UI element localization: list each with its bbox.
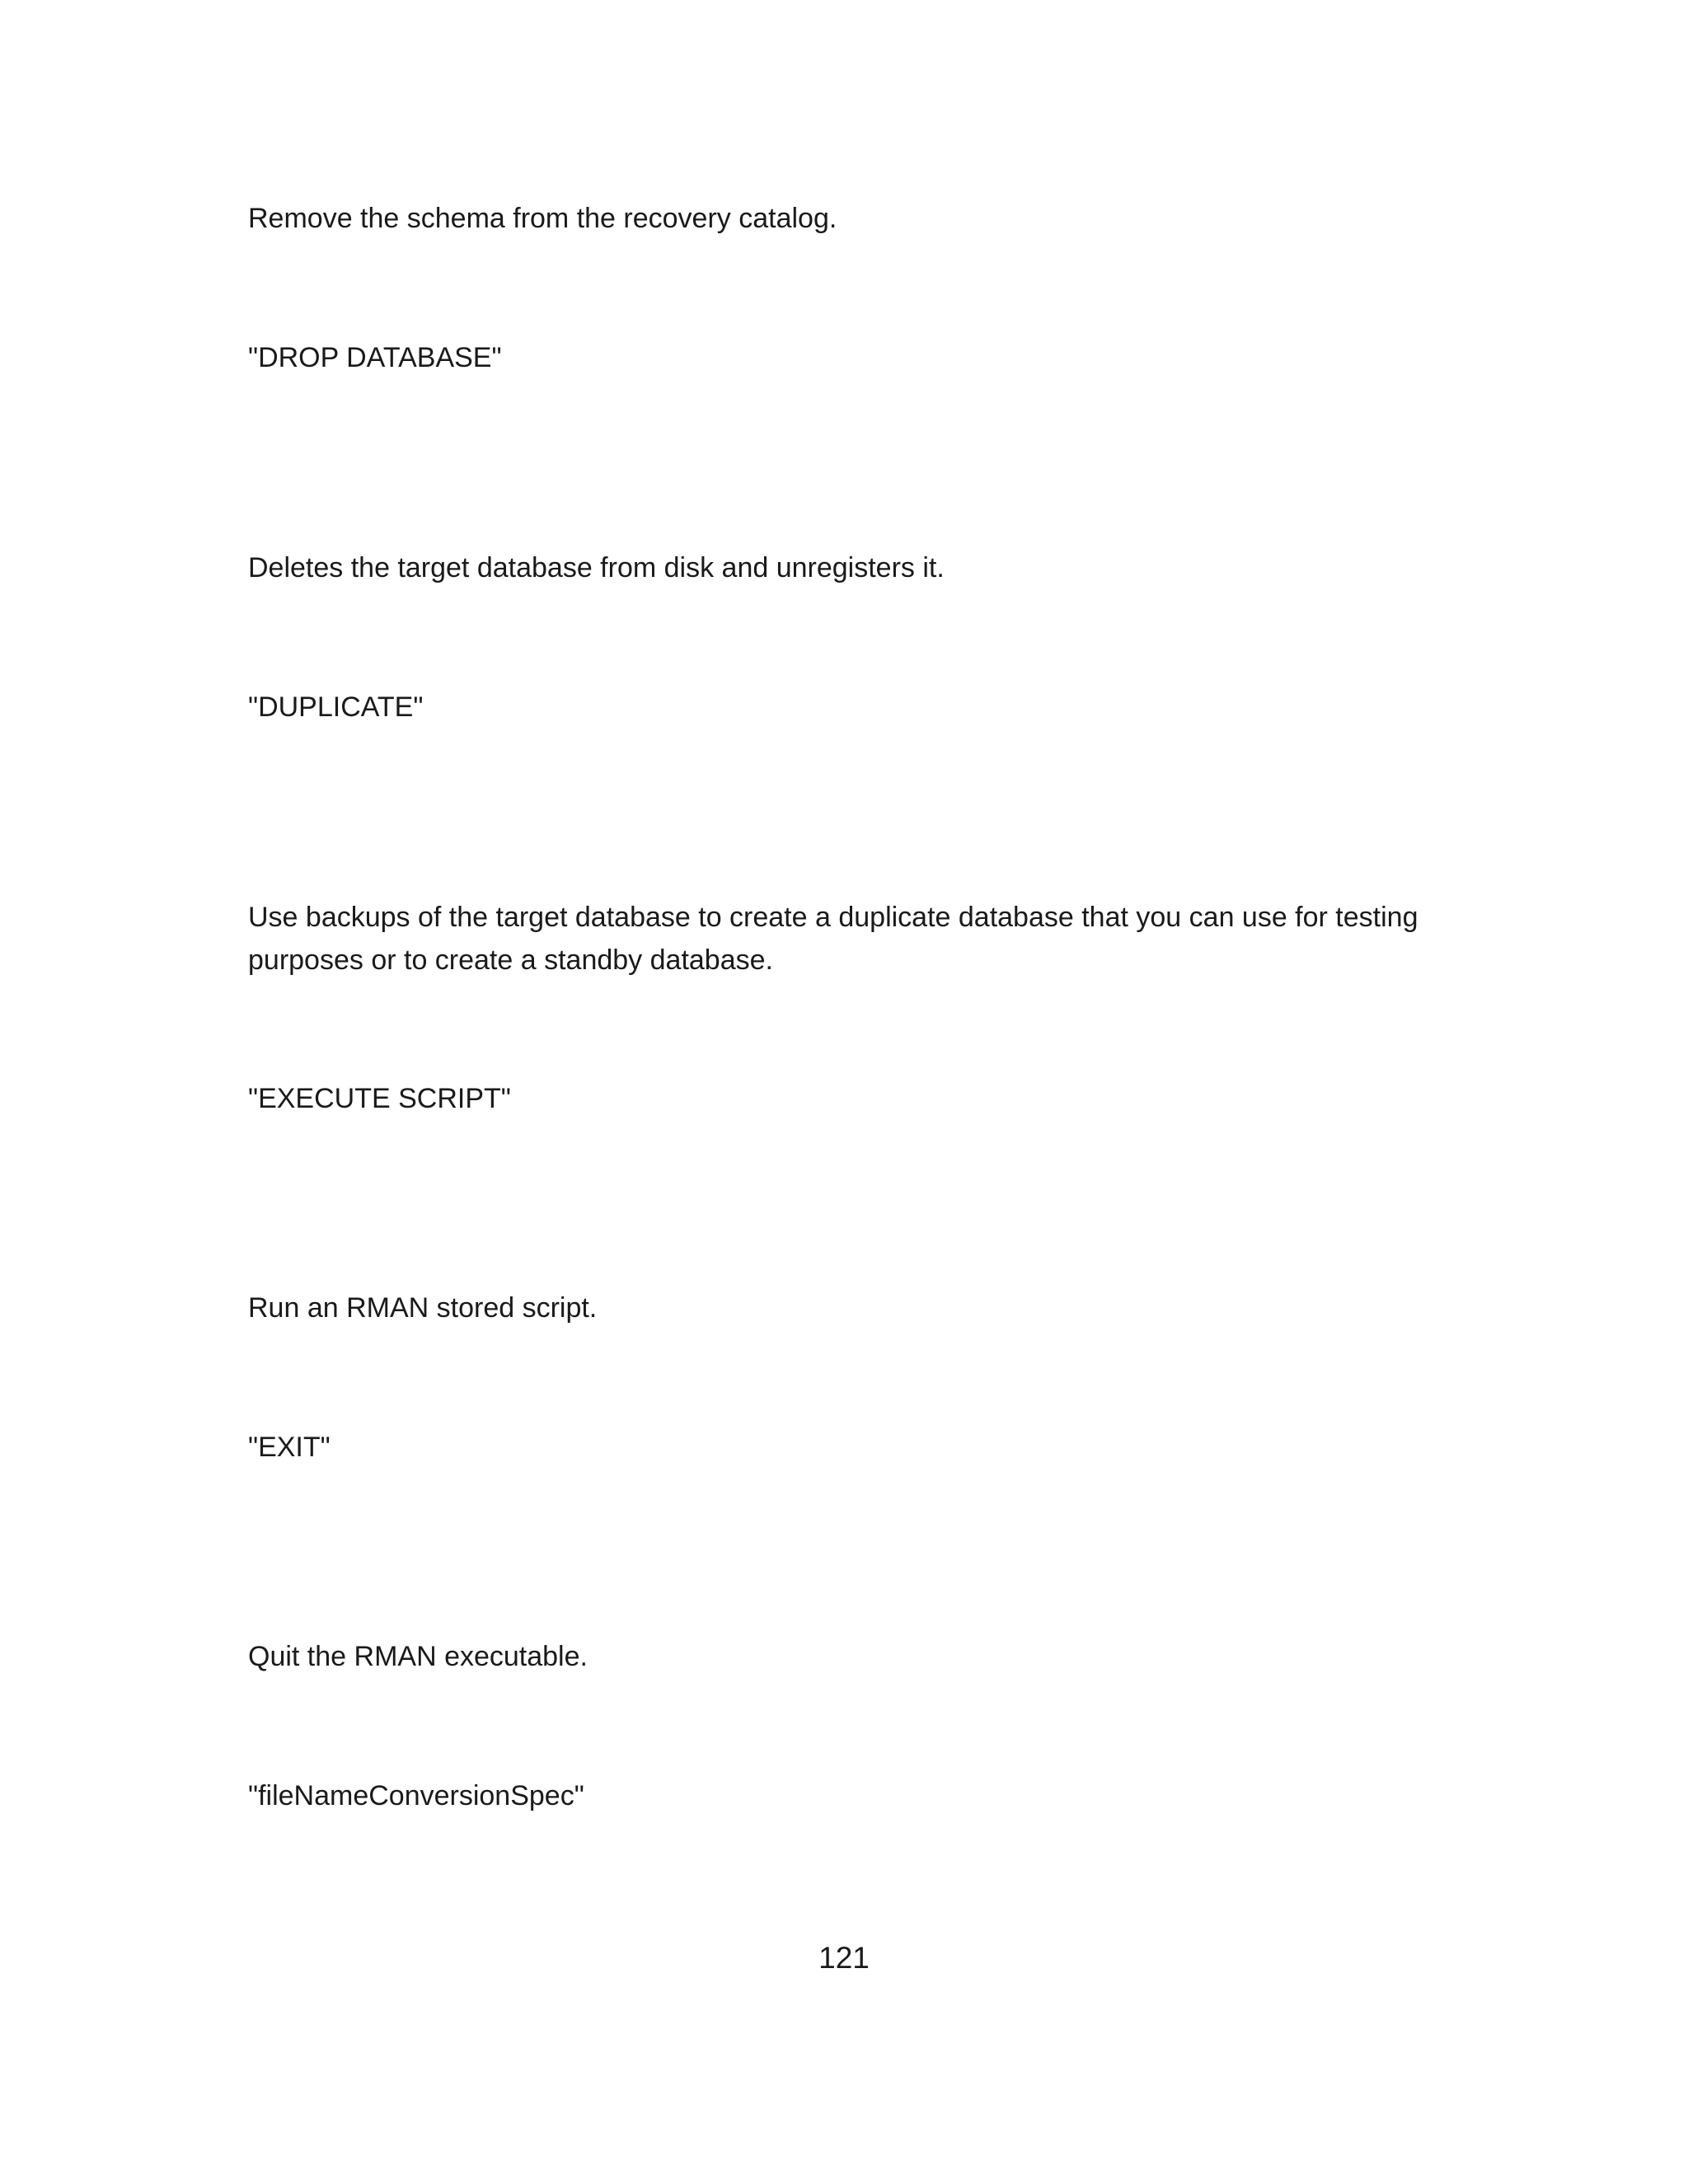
command-filename-conversion-spec: "fileNameConversionSpec" — [248, 1780, 584, 1811]
description-duplicate: Use backups of the target database to create a duplicate database that you can use for testing purposes or to create a standby database. — [248, 902, 1418, 976]
description-exit: Quit the RMAN executable. — [248, 1641, 588, 1672]
command-duplicate: "DUPLICATE" — [248, 691, 424, 723]
command-drop-database: "DROP DATABASE" — [248, 342, 502, 373]
command-execute-script: "EXECUTE SCRIPT" — [248, 1083, 511, 1114]
description-remove-schema: Remove the schema from the recovery catalog. — [248, 203, 837, 234]
page-number: 121 — [818, 1941, 870, 1975]
description-execute-script: Run an RMAN stored script. — [248, 1292, 598, 1324]
command-exit: "EXIT" — [248, 1432, 331, 1463]
description-drop-database: Deletes the target database from disk and unregisters it. — [248, 552, 945, 583]
